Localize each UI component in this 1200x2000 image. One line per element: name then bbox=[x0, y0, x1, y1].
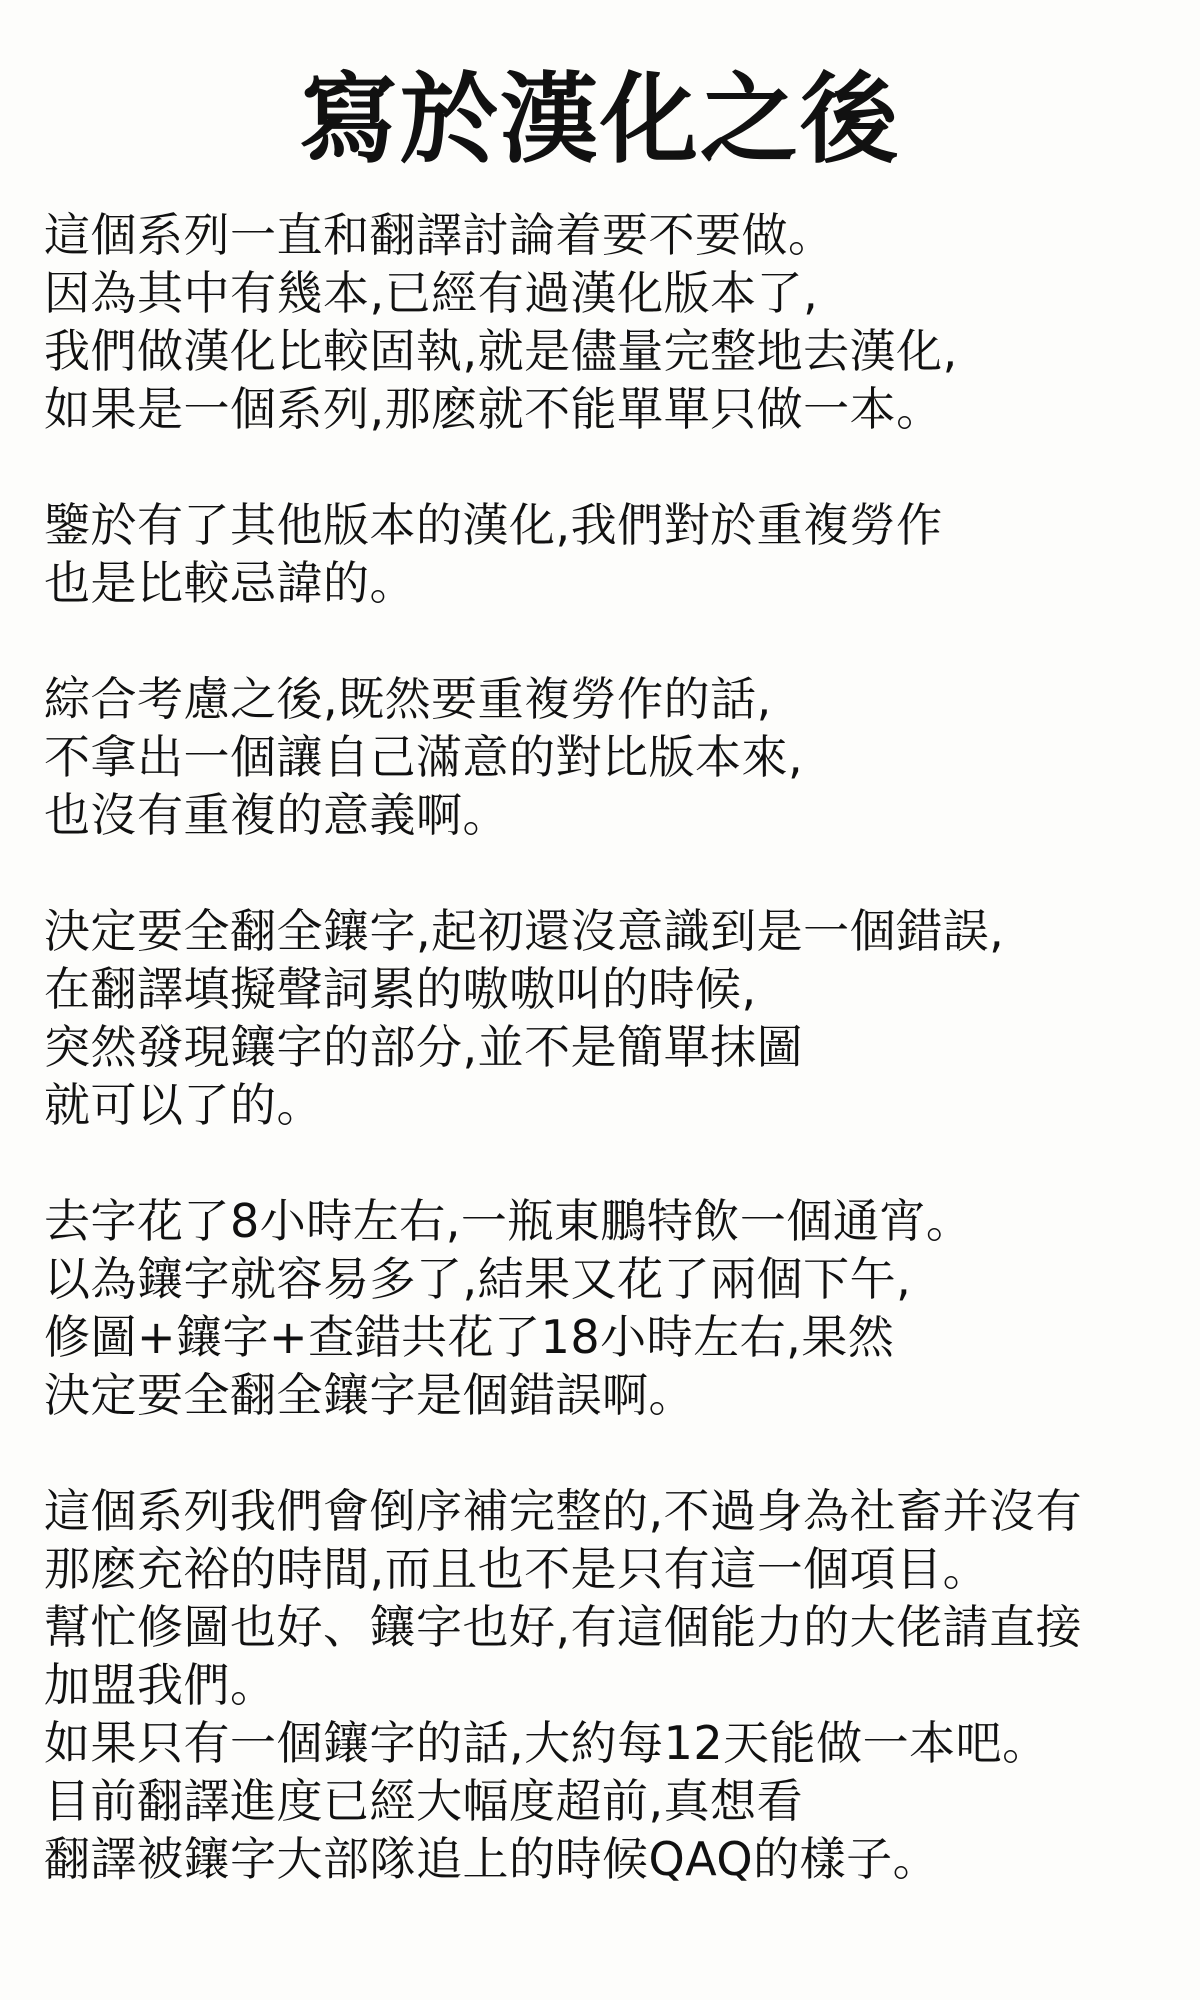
text-line: 這個系列一直和翻譯討論着要不要做。 bbox=[44, 208, 835, 262]
text-line: 幫忙修圖也好、鑲字也好,有這個能力的大佬請直接 bbox=[44, 1600, 1083, 1654]
text-line: 去字花了8小時左右,一瓶東鵬特飲一個通宵。 bbox=[44, 1194, 973, 1248]
text-line: 不拿出一個讓自己滿意的對比版本來, bbox=[44, 730, 804, 784]
text-line: 綜合考慮之後,既然要重複勞作的話, bbox=[44, 672, 772, 726]
paragraph-4 bbox=[44, 902, 1156, 1134]
text-line: 突然發現鑲字的部分,並不是簡單抹圖 bbox=[44, 1020, 804, 1074]
text-line: 目前翻譯進度已經大幅度超前,真想看 bbox=[44, 1774, 804, 1828]
paragraph-3 bbox=[44, 670, 1156, 844]
text-line: 這個系列我們會倒序補完整的,不過身為社畜并沒有 bbox=[44, 1484, 1083, 1538]
text-line: 就可以了的。 bbox=[44, 1078, 323, 1132]
paragraph-6 bbox=[44, 1482, 1156, 1888]
page-title: 寫於漢化之後 bbox=[299, 63, 900, 177]
paragraph-1 bbox=[44, 206, 1156, 438]
text-line: 也是比較忌諱的。 bbox=[44, 556, 416, 610]
text-line: 因為其中有幾本,已經有過漢化版本了, bbox=[44, 266, 819, 320]
text-line: 翻譯被鑲字大部隊追上的時候QAQ的樣子。 bbox=[44, 1832, 940, 1886]
text-line: 也沒有重複的意義啊。 bbox=[44, 788, 509, 842]
text-line: 加盟我們。 bbox=[44, 1658, 277, 1712]
text-line: 鑒於有了其他版本的漢化,我們對於重複勞作 bbox=[44, 498, 943, 552]
text-line: 在翻譯填擬聲詞累的嗷嗷叫的時候, bbox=[44, 962, 757, 1016]
text-line: 如果是一個系列,那麽就不能單單只做一本。 bbox=[44, 382, 943, 436]
text-line: 修圖+鑲字+查錯共花了18小時左右,果然 bbox=[44, 1310, 895, 1364]
text-line: 那麽充裕的時間,而且也不是只有這一個項目。 bbox=[44, 1542, 990, 1596]
text-line: 如果只有一個鑲字的話,大約每12天能做一本吧。 bbox=[44, 1716, 1049, 1770]
text-line: 決定要全翻全鑲字是個錯誤啊。 bbox=[44, 1368, 695, 1422]
paragraph-2 bbox=[44, 496, 1156, 612]
paragraph-5 bbox=[44, 1192, 1156, 1424]
text-line: 決定要全翻全鑲字,起初還沒意識到是一個錯誤, bbox=[44, 904, 1005, 958]
text-line: 我們做漢化比較固執,就是儘量完整地去漢化, bbox=[44, 324, 958, 378]
text-line: 以為鑲字就容易多了,結果又花了兩個下午, bbox=[44, 1252, 912, 1306]
